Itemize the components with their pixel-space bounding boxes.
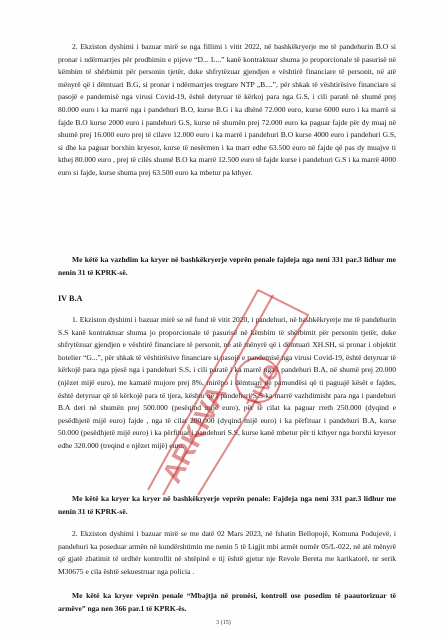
svg-text:ARKIVA: ARKIVA: [155, 380, 233, 488]
paragraph-charge-iv-1: 1. Ekziston dyshimi i bazuar mirë se në fund të vitit 2020, i pandehuri, në bashkëkryerje me të pandehurin S.S kanë kontraktuar shuma jo proporcionale të pasurisë në këmbim të shërbimit për personin tjetër, duke shfrytëzuar gjendjen e vështirë financiare të personit, në atë mënyrë që i dëmtuari XH.SH, si pronar i objektit hotelier “G...”, për shkak të vështirësive financiare si pasojë e pandemisë nga virusi Covid-19, është detyruar të kërkojë para nga pjesë nga i pandehuri S.S, i cili paratë i ka marrë nga i pandehuri B.A, në shumë prej 20.000 (njëzet mijë euro), me kamatë mujore prej 8%, mirëpo i dëmtuari në pamundësi që ti paguajë kësët e fajdes, është detyruar që të kërkojë para të tjera, kështu që i pandehuri S.S ka marrë vazhdimisht para nga i pandehuri B.A deri në shumën prej 500.000 (pesëqind mijë euro), për të cilat ka paguar rreth 250.000 (dyqind e pesëdhjetë mijë euro) fajde , nga të cilat 200.000 (dyqind mijë euro) i ka përfituar i pandehuri B.A, kurse 50.000 (pesëdhjetë mijë euro) i ka përfituar i pandehuri S.S, kurse kanë mbetur për ti kthyer nga borxhi kryesor edhe 320.000 (treqind e njëzet mijë) euro.: [58, 315, 396, 450]
paragraph-charge-2: 2. Ekziston dyshimi i bazuar mirë se nga fillimi i vitit 2022, në bashkëkryerje me të pandehurin B.O si pronar i ndërmarrjes për prodhimin e pijeve “D... L...” kanë kontraktuar shuma jo proporcionale të pasurisë në këmbim të shërbimit për personin tjetër, duke shfrytëzuar gjendjen e vështirë financiare të personit, në atë mënyrë që i dëmtuari B.G, si pronar i ndërmarrjes tregtare NTP „B....”, për shkak të vështirësive financiare si pasojë e pandemisë nga virusi Covid-19, është detyruar të kërkoj para nga G.S, i cili paratë në shumë prej 80.000 euro i ka marrë nga i pandehuri B.O, kurse B.G i ka dhënë 72.000 euro, kurse 6000 euro i ka marrë si fajde B.O kurse 2000 euro i pandehuri G.S, kurse në shumën prej 72.000 euro ka paguar fajde për dy muaj në shumë prej 16.000 euro prej të cilave 12.000 euro i ka marrë i pandehuri B.O kurse 4000 euro i pandehuri G.S, si dhe ka paguar borxhin kryesor, kurse të nesërmen i ka marr edhe 63.500 euro në fajde që pas dy muajve ti kthej 80.000 euro , prej të cilës shumë B.O ka marrë 12.500 euro të fajde kurse i pandehuri G.S i ka marrë 4000 euro si fajde, kurse shuma prej 63.500 euro ka mbetur pa kthyer.: [58, 42, 396, 177]
svg-text:TIVO: TIVO: [242, 360, 285, 413]
paragraph-qualification-1: Me këtë ka vazhdim ka kryer në bashkëkryerje veprën penale fajdeja nga neni 331 par.3 lidhur me nenin 31 të KPRK-së.: [58, 255, 396, 277]
page-number: 3 (15): [216, 620, 231, 626]
section-heading: IV B.A: [58, 294, 83, 303]
paragraph-charge-iv-2: 2. Ekziston dyshimi i bazuar mirë se me datë 02 Mars 2023, në fshatin Bellopojë, Komuna Podujevë, i pandehuri ka poseduar armën në kundërshtimin me nenin 5 të Ligjit mbi armët numër 05/L-022, në atë mënyrë që gjatë zbatimit të urdhër kontrollit në shtëpinë e tij është gjetur nje Revole Bereta me karikatorë, nr serik M30675 e cila është sekuestruar nga policia .: [58, 529, 396, 576]
paragraph-qualification-3: Me këtë ka kryer veprën penale “Mbajtja në pronësi, kontroll ose posedim të paautorizuar të armëve” nga nen 366 par.1 të KPRK-ës.: [58, 591, 396, 613]
paragraph-qualification-2: Me këtë ka kryer ka kryer në bashkëkryerje veprën penale: Fajdeja nga neni 331 par.3 lidhur me nenin 31 të KPRK-së.: [58, 494, 396, 516]
